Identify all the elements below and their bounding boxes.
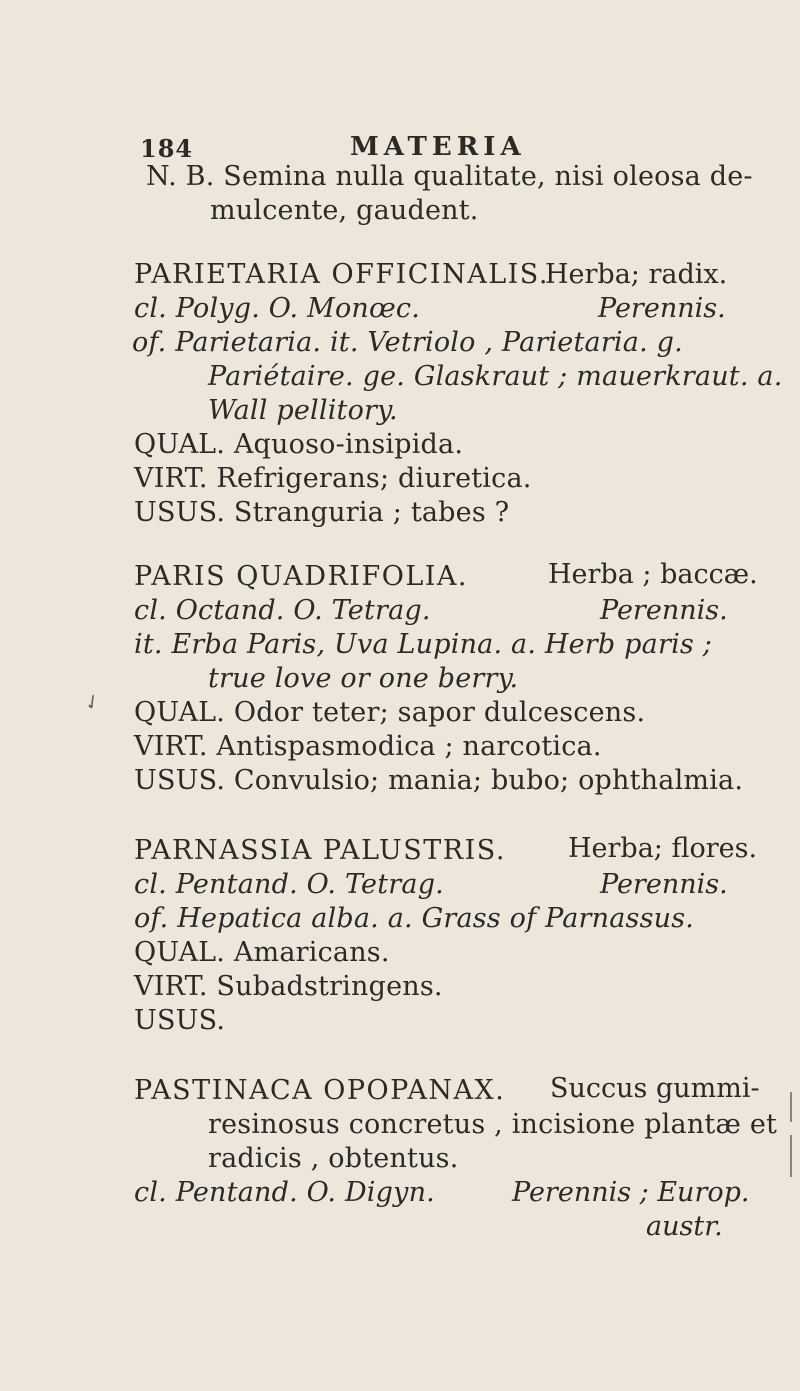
entry-english-names: true love or one berry. — [208, 663, 519, 694]
entry-officinal-names: of. Parietaria. it. Vetriolo , Parietaria. g. — [132, 327, 683, 358]
entry-italian-names: it. Erba Paris, Uva Lupina. a. Herb paris ; — [134, 629, 713, 660]
entry-description: resinosus concretus , incisione plantæ et — [208, 1109, 778, 1140]
entry-virtus: VIRT. Subadstringens. — [134, 971, 443, 1002]
entry-parts: Succus gummi- — [550, 1073, 760, 1104]
entry-virtus: VIRT. Refrigerans; diuretica. — [134, 463, 532, 494]
entry-officinal-names-cont: Pariétaire. ge. Glaskraut ; mauerkraut. a. — [208, 361, 783, 392]
entry-title: PARNASSIA PALUSTRIS. — [134, 835, 506, 866]
entry-duration: Perennis ; Europ. — [512, 1177, 750, 1208]
entry-officinal-names: of. Hepatica alba. a. Grass of Parnassus. — [134, 903, 695, 934]
entry-duration: Perennis. — [600, 869, 728, 900]
entry-usus: USUS. Stranguria ; tabes ? — [134, 497, 510, 528]
margin-rule — [790, 1135, 792, 1177]
entry-classification: cl. Polyg. O. Monœc. — [134, 293, 420, 324]
entry-usus: USUS. Convulsio; mania; bubo; ophthalmia. — [134, 765, 744, 796]
entry-qualitas: QUAL. Amaricans. — [134, 937, 390, 968]
margin-mark: ✓ — [79, 687, 106, 717]
entry-description-cont: radicis , obtentus. — [208, 1143, 459, 1174]
page-number: 184 — [140, 134, 194, 163]
entry-title: PARIS QUADRIFOLIA. — [134, 561, 469, 592]
entry-classification: cl. Octand. O. Tetrag. — [134, 595, 431, 626]
entry-classification: cl. Pentand. O. Digyn. — [134, 1177, 435, 1208]
entry-region-cont: austr. — [646, 1211, 723, 1242]
entry-title: PASTINACA OPOPANAX. — [134, 1075, 506, 1106]
entry-usus: USUS. — [134, 1005, 226, 1036]
entry-virtus: VIRT. Antispasmodica ; narcotica. — [134, 731, 602, 762]
intro-line-2: mulcente, gaudent. — [210, 195, 479, 226]
entry-qualitas: QUAL. Odor teter; sapor dulcescens. — [134, 697, 646, 728]
entry-duration: Perennis. — [600, 595, 728, 626]
entry-classification: cl. Pentand. O. Tetrag. — [134, 869, 444, 900]
entry-title: PARIETARIA OFFICINALIS. — [134, 259, 549, 290]
entry-duration: Perennis. — [598, 293, 726, 324]
entry-parts: Herba; flores. — [568, 833, 758, 864]
entry-parts: Herba; radix. — [545, 259, 728, 290]
running-title: MATERIA — [350, 132, 526, 162]
margin-rule — [790, 1092, 792, 1122]
intro-line-1: N. B. Semina nulla qualitate, nisi oleosa de- — [146, 161, 753, 192]
entry-qualitas: QUAL. Aquoso-insipida. — [134, 429, 464, 460]
entry-parts: Herba ; baccæ. — [548, 559, 758, 590]
entry-officinal-names-cont: Wall pellitory. — [208, 395, 398, 426]
